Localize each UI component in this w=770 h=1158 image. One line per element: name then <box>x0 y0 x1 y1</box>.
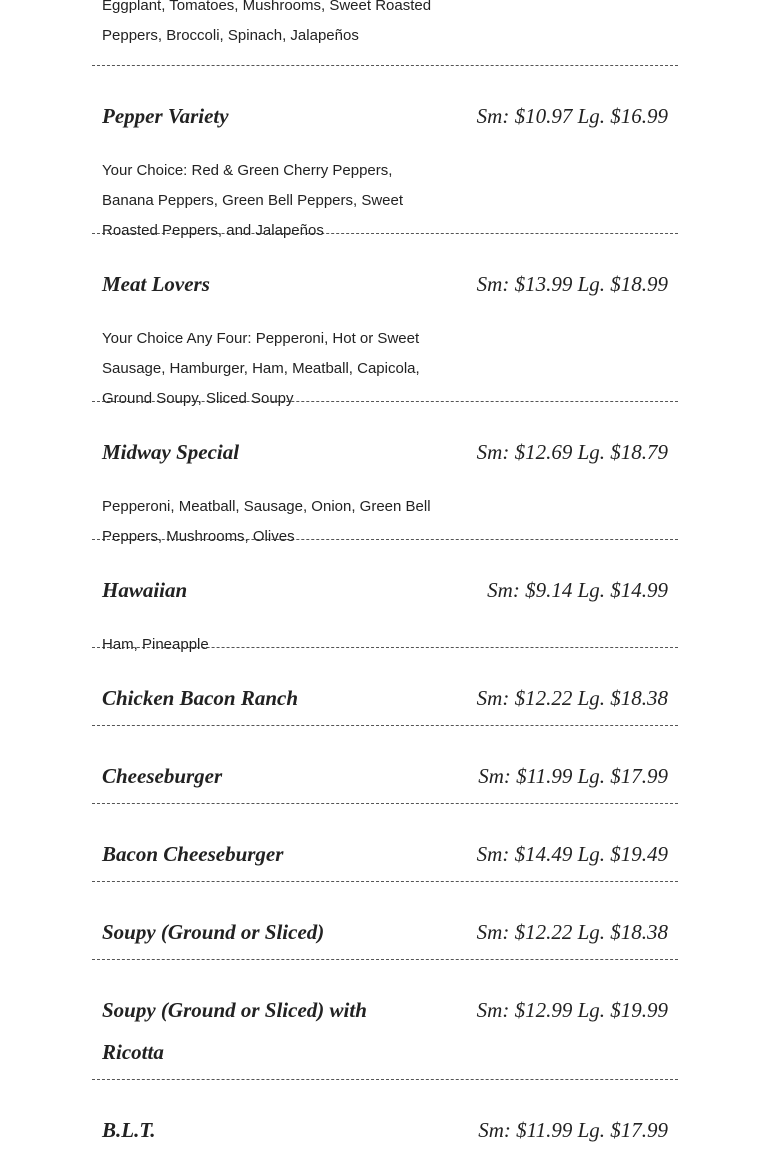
item-price: Sm: $9.14 Lg. $14.99 <box>487 578 668 602</box>
item-name: B.L.T. <box>102 1118 156 1142</box>
item-description: Your Choice Any Four: Pepperoni, Hot or Sweet Sausage, Hamburger, Ham, Meatball, Capicola, Ground Soupy, Sliced Soupy <box>102 330 420 407</box>
menu-item <box>92 648 678 726</box>
menu-item <box>92 804 678 882</box>
menu-item <box>92 0 678 66</box>
item-description: Pepperoni, Meatball, Sausage, Onion, Green Bell Peppers, Mushrooms, Olives <box>102 498 431 545</box>
menu-item <box>92 1080 678 1158</box>
item-description: Eggplant, Tomatoes, Mushrooms, Sweet Roasted Peppers, Broccoli, Spinach, Jalapeños <box>102 0 432 44</box>
item-name: Bacon Cheeseburger <box>102 842 284 866</box>
menu-item <box>92 402 678 545</box>
item-price: Sm: $11.99 Lg. $17.99 <box>478 764 668 788</box>
item-price: Sm: $11.99 Lg. $17.99 <box>478 1118 668 1142</box>
item-name: Soupy (Ground or Sliced) <box>102 920 325 944</box>
item-price: Sm: $14.49 Lg. $19.49 <box>476 842 668 866</box>
item-price: Sm: $12.99 Lg. $19.99 <box>476 998 668 1022</box>
item-name: Pepper Variety <box>102 104 229 128</box>
menu-item <box>92 234 678 407</box>
item-price: Sm: $12.69 Lg. $18.79 <box>476 440 668 464</box>
item-name: Meat Lovers <box>102 272 210 296</box>
item-price: Sm: $10.97 Lg. $16.99 <box>476 104 668 128</box>
menu-item <box>92 960 678 1080</box>
menu-item <box>92 882 678 960</box>
menu-item <box>92 66 678 239</box>
item-description: Your Choice: Red & Green Cherry Peppers, Banana Peppers, Green Bell Peppers, Sweet Roasted Peppers, and Jalapeños <box>102 162 404 239</box>
item-name: Cheeseburger <box>102 764 223 788</box>
menu-item <box>92 726 678 804</box>
item-name: Soupy (Ground or Sliced) with Ricotta <box>102 998 367 1064</box>
item-description: Ham, Pineapple <box>102 636 209 653</box>
item-price: Sm: $12.22 Lg. $18.38 <box>476 686 668 710</box>
item-name: Chicken Bacon Ranch <box>102 686 299 710</box>
item-name: Hawaiian <box>102 578 188 602</box>
item-price: Sm: $13.99 Lg. $18.99 <box>476 272 668 296</box>
menu-list <box>92 0 678 1158</box>
menu-item <box>92 540 678 653</box>
item-price: Sm: $12.22 Lg. $18.38 <box>476 920 668 944</box>
item-name: Midway Special <box>102 440 240 464</box>
